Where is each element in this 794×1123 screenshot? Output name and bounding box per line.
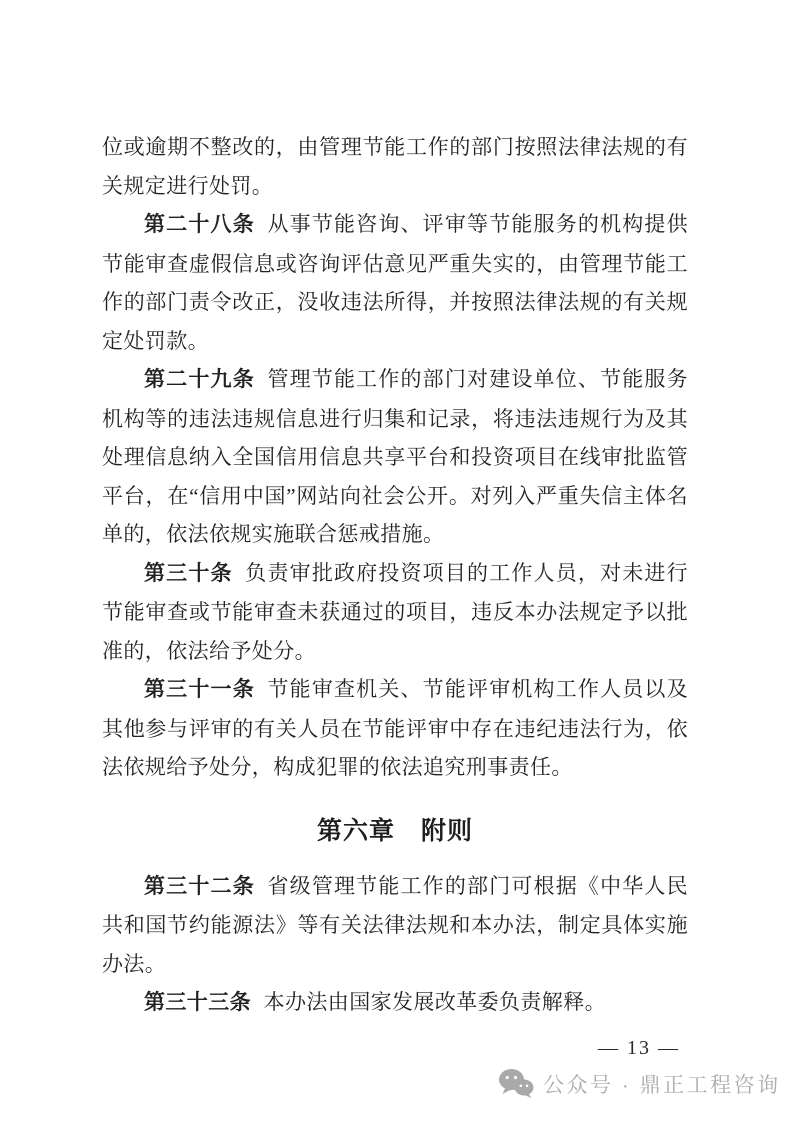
chapter-heading: 第六章 附则 [316,816,473,845]
paragraph-text: 负责审批政府投资项目的工作人员，对未进行节能审查或节能审查未获通过的项目，违反本办法规定予以批准的，依法给予处分。 [102,560,688,663]
paragraph-continuation [102,128,688,205]
paragraph-article-33 [102,983,688,1023]
document-body [102,128,688,1060]
paragraph-text: 省级管理节能工作的部门可根据《中华人民共和国节约能源法》等有关法律法规和本办法，制定具体实施办法。 [102,873,688,976]
article-number: 第三十二条 [144,874,255,898]
paragraph-text: 管理节能工作的部门对建设单位、节能服务机构等的违法违规信息进行归集和记录，将违法违规行为及其处理信息纳入全国信用信息共享平台和投资项目在线审批监管平台，在“信用中国”网站向社会公开。对列入严重失信主体名单的，依法依规实施联合惩戒措施。 [102,367,688,546]
paragraph-article-29 [102,360,688,554]
paragraph-text: 位或逾期不整改的，由管理节能工作的部门按照法律法规的有关规定进行处罚。 [102,135,688,198]
article-number: 第三十三条 [144,991,251,1014]
paragraph-article-31 [102,670,688,787]
footer-watermark [498,1068,781,1099]
article-number: 第二十九条 [144,368,255,391]
paragraph-article-32 [102,867,688,984]
paragraph-text: 本办法由国家发展改革委负责解释。 [263,990,606,1014]
page-number: — 13 — [598,1036,680,1059]
paragraph-article-30 [102,554,688,671]
paragraph-article-28 [102,205,688,360]
wechat-icon [498,1068,534,1099]
paragraph-text: 节能审查机关、节能评审机构工作人员以及其他参与评审的有关人员在节能评审中存在违纪违法行为，依法依规给予处分，构成犯罪的依法追究刑事责任。 [102,677,688,779]
footer-watermark-label: 公众号 · 鼎正工程咨询 [543,1073,781,1097]
article-number: 第三十一条 [144,678,255,701]
paragraph-text: 从事节能咨询、评审等节能服务的机构提供节能审查虚假信息或咨询评估意见严重失实的，由管理节能工作的部门责令改正，没收违法所得，并按照法律法规的有关规定处罚款。 [102,212,688,353]
article-number: 第二十八条 [144,213,255,236]
article-number: 第三十条 [144,561,233,585]
